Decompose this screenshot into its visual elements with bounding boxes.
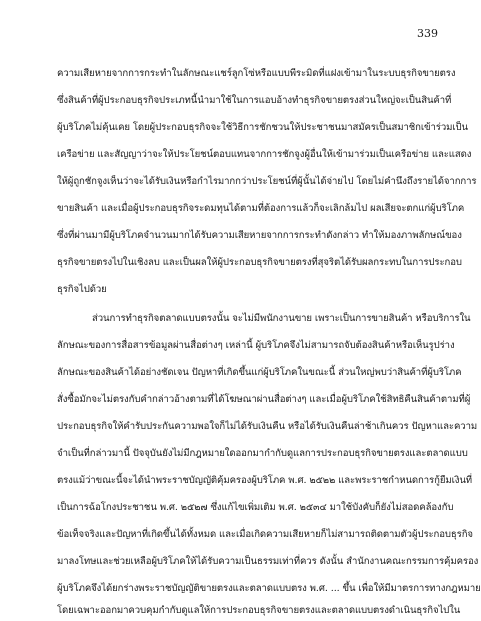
text-line: ตรงแม้ว่าขณะนี้จะได้นำพระราชบัญญัติคุ้มครองผู้บริโภค พ.ศ. ๒๕๒๒ และพระราชกำหนดการกู้ยืมเงินที่ bbox=[57, 475, 473, 486]
text-line: ธุรกิจขายตรงไปในเชิงลบ และเป็นผลให้ผู้ประกอบธุรกิจขายตรงที่สุจริตได้รับผลกระทบในการประกอบ bbox=[57, 257, 462, 268]
text-line: ธุรกิจไปด้วย bbox=[57, 284, 107, 295]
text-line: ลักษณะของการสื่อสารข้อมูลผ่านสื่อต่างๆ เหล่านี้ ผู้บริโภคจึงไม่สามารถจับต้องสินค้าหรือเห็นรูปร่าง bbox=[57, 340, 455, 351]
text-line: ขายสินค้า และเมื่อผู้ประกอบธุรกิจระดมทุนได้ตามที่ต้องการแล้วก็จะเลิกล้มไป ผลเสียจะตกแก่ผู้บริโภค bbox=[57, 203, 465, 214]
text-line: ลักษณะของสินค้าได้อย่างชัดเจน ปัญหาที่เกิดขึ้นแก่ผู้บริโภคในขณะนี้ ส่วนใหญ่พบว่าสินค้าที่ผู้บริโภค bbox=[57, 367, 462, 378]
text-line: โดยเฉพาะออกมาควบคุมกำกับดูแลให้การประกอบธุรกิจขายตรงและตลาดแบบตรงดำเนินธุรกิจไปใน bbox=[57, 605, 461, 616]
text-line: ให้ผู้ถูกชักจูงเห็นว่าจะได้รับเงินหรือกำไรมากกว่าประโยชน์ที่ผู้นั้นได้จ่ายไป โดยไม่คำนึงถึงรายได้จากการ bbox=[57, 176, 477, 187]
text-line: ประกอบธุรกิจให้คำรับประกันความพอใจก็ไม่ได้รับเงินคืน หรือได้รับเงินคืนล่าช้าเกินควร ปัญหาและความ bbox=[57, 421, 478, 432]
text-line: ซึ่งสินค้าที่ผู้ประกอบธุรกิจประเภทนี้นำมาใช้ในการแอบอ้างทำธุรกิจขายตรงส่วนใหญ่จะเป็นสินค้าที่ bbox=[57, 95, 452, 106]
text-line: มาลงโทษและช่วยเหลือผู้บริโภคให้ได้รับความเป็นธรรมเท่าที่ควร ดังนั้น สำนักงานคณะกรรมการคุ้มครอง bbox=[57, 556, 479, 567]
text-line: เครือข่าย และสัญญาว่าจะให้ประโยชน์ตอบแทนจากการชักจูงผู้อื่นให้เข้ามาร่วมเป็นเครือข่าย และแสดง bbox=[57, 149, 472, 160]
paragraph-first-line: ส่วนการทำธุรกิจตลาดแบบตรงนั้น จะไม่มีพนักงานขาย เพราะเป็นการขายสินค้า หรือบริการใน bbox=[92, 313, 471, 324]
page-number: 339 bbox=[417, 27, 438, 40]
text-line: เป็นการฉ้อโกงประชาชน พ.ศ. ๒๕๒๗ ซึ่งแก้ไขเพิ่มเติม พ.ศ. ๒๕๓๔ มาใช้บังคับก็ยังไม่สอดคล้องกับ bbox=[57, 502, 454, 513]
text-line: ข้อเท็จจริงและปัญหาที่เกิดขึ้นได้ทั้งหมด และเมื่อเกิดความเสียหายก็ไม่สามารถติดตามตัวผู้ประกอบธุรกิจ bbox=[57, 529, 473, 540]
text-line: ความเสียหายจากการกระทำในลักษณะแชร์ลูกโซ่หรือแบบพีระมิดที่แฝงเข้ามาในระบบธุรกิจขายตรง bbox=[57, 68, 456, 79]
text-line: ผู้บริโภคไม่คุ้นเคย โดยผู้ประกอบธุรกิจจะใช้วิธีการชักชวนให้ประชาชนมาสมัครเป็นสมาชิกเข้าร่วมเป็น bbox=[57, 122, 468, 133]
text-line: จำเป็นที่กล่าวมานี้ ปัจจุบันยังไม่มีกฎหมายใดออกมากำกับดูแลการประกอบธุรกิจขายตรงและตลาดแบบ bbox=[57, 448, 468, 459]
text-line: ผู้บริโภคจึงได้ยกร่างพระราชบัญญัติขายตรงและตลาดแบบตรง พ.ศ. ... ขึ้น เพื่อให้มีมาตรการทางกฎหมาย bbox=[57, 583, 481, 594]
text-line: ซึ่งที่ผ่านมามีผู้บริโภคจำนวนมากได้รับความเสียหายจากการกระทำดังกล่าว ทำให้มองภาพลักษณ์ของ bbox=[57, 230, 462, 241]
text-line: สั่งซื้อมักจะไม่ตรงกับคำกล่าวอ้างตามที่ได้โฆษณาผ่านสื่อต่างๆ และเมื่อผู้บริโภคใช้สิทธิคืนสินค้าตามที่ผู้ bbox=[57, 394, 471, 405]
